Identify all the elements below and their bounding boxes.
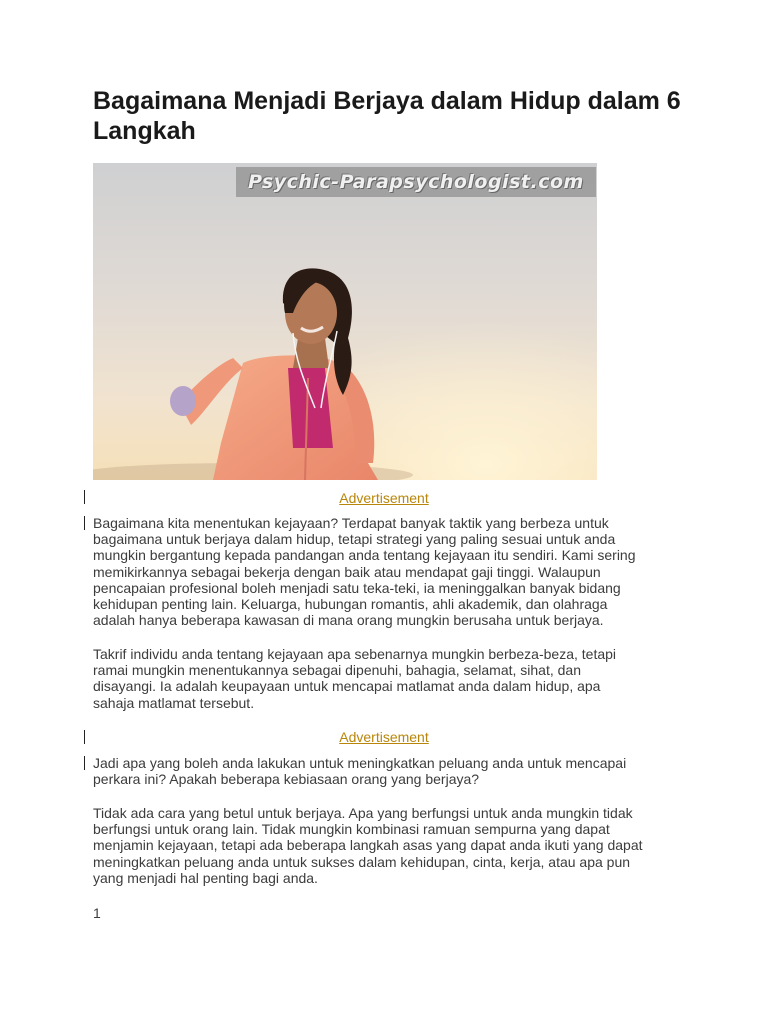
image-watermark: Psychic-Parapsychologist.com <box>236 167 596 197</box>
page-number: 1 <box>93 905 101 921</box>
text-cursor <box>84 756 85 770</box>
paragraph-no-single-way: Tidak ada cara yang betul untuk berjaya. Apa yang berfungsi untuk anda mungkin tidak berfungsi untuk orang lain. Tidak mungkin kombinasi ramuan sempurna yang dapat menjamin kejayaan, tetapi ada beberapa langkah asas yang dapat anda ikuti yang dapat meningkatkan peluang anda untuk sukses dalam kehidupan, cinta, kerja, atau apa pun yang menjadi hal penting bagi anda. <box>93 805 643 886</box>
hero-image <box>93 163 597 480</box>
woman-jogging-photo <box>93 163 597 480</box>
text-cursor <box>84 730 85 744</box>
advertisement-link[interactable]: Advertisement <box>339 490 429 506</box>
text-cursor <box>84 516 85 530</box>
text-cursor <box>84 490 85 504</box>
paragraph-definition: Takrif individu anda tentang kejayaan apa sebenarnya mungkin berbeza-beza, tetapi ramai mungkin menentukannya sebagai dipenuhi, bahagia, selamat, sihat, dan disayangi. Ia adalah keupayaan untuk mencapai matlamat anda dalam hidup, apa sahaja matlamat tersebut. <box>93 646 617 711</box>
article-title: Bagaimana Menjadi Berjaya dalam Hidup dalam 6 Langkah <box>93 87 681 145</box>
paragraph-intro: Bagaimana kita menentukan kejayaan? Terdapat banyak taktik yang berbeza untuk bagaimana untuk berjaya dalam hidup, tetapi strategi yang paling sesuai untuk anda mungkin bergantung kepada pandangan anda tentang kejayaan itu sendiri. Kami sering memikirkannya sebagai bekerja dengan baik atau mendapat gaji tinggi. Walaupun pencapaian profesional boleh menjadi satu teka-teki, ia meninggalkan banyak bidang kehidupan penting lain. Keluarga, hubungan romantis, ahli akademik, dan olahraga adalah hanya beberapa kawasan di mana orang mungkin berusaha untuk berjaya. <box>93 515 636 629</box>
advertisement-link[interactable]: Advertisement <box>339 729 429 745</box>
paragraph-question: Jadi apa yang boleh anda lakukan untuk meningkatkan peluang anda untuk mencapai perkara ini? Apakah beberapa kebiasaan orang yang berjaya? <box>93 755 627 788</box>
